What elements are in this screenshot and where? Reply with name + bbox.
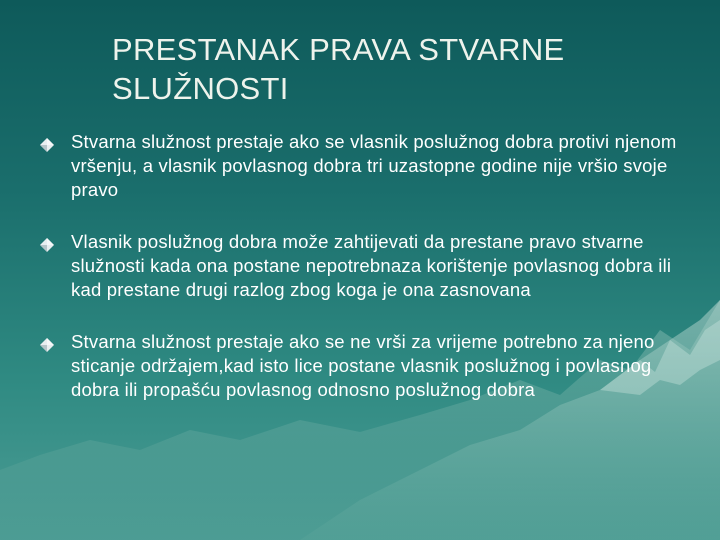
diamond-bullet-icon (40, 238, 54, 252)
slide-title: PRESTANAK PRAVA STVARNE SLUŽNOSTI (112, 32, 565, 106)
bullet-text: Stvarna služnost prestaje ako se vlasnik poslužnog dobra protivi njenom vršenju, a vlasnik povlasnog dobra tri uzastopne godine nije vršio svoje pravo (71, 131, 677, 200)
bullet-item (40, 230, 690, 302)
diamond-bullet-icon (40, 338, 54, 352)
bullet-text: Stvarna služnost prestaje ako se ne vrši za vrijeme potrebno za njeno sticanje održajem,kad isto lice postane vlasnik poslužnog i povlasnog dobra ili propašću povlasnog odnosno poslužnog dobra (71, 331, 655, 400)
bullet-item (40, 130, 690, 202)
bullet-text: Vlasnik poslužnog dobra može zahtijevati da prestane pravo stvarne služnosti kada ona postane nepotrebnaza korištenje povlasnog dobra ili kad prestane drugi razlog zbog koga je ona zasnovana (71, 231, 672, 300)
diamond-bullet-icon (40, 138, 54, 152)
bullet-list (40, 130, 690, 430)
bullet-item (40, 330, 690, 402)
